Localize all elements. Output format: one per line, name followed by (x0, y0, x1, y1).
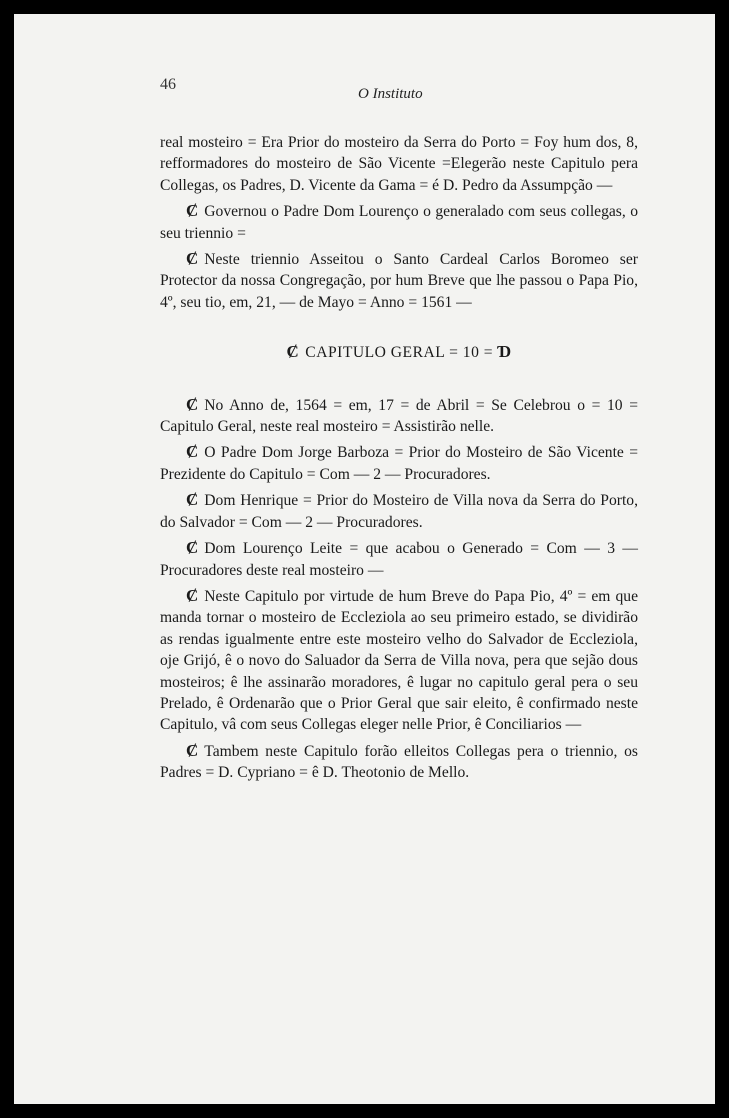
pilcrow-icon: Ȼ (186, 394, 199, 414)
paragraph-4: Ȼ No Anno de, 1564 = em, 17 = de Abril = Se Celebrou o = 10 = Capitulo Geral, neste real mosteiro = Assistirão nelle. (160, 394, 638, 436)
paragraph-9: Ȼ Tambem neste Capitulo forão elleitos Collegas pera o triennio, os Padres = D. Cypriano = ê D. Theotonio de Mello. (160, 740, 638, 782)
body-text (160, 132, 638, 784)
running-title: O Instituto (358, 86, 423, 102)
paragraph-1: real mosteiro = Era Prior do mosteiro da Serra do Porto = Foy hum dos, 8, refformadores do mosteiro de São Vicente =Elegerão neste Capitulo pera Collegas, os Padres, D. Vicente da Gama = é D. Pedro da Assumpção — (160, 134, 638, 194)
pilcrow-icon: Ȼ (186, 442, 199, 462)
pilcrow-icon: Ȼ (186, 201, 199, 221)
paragraph-8: Ȼ Neste Capitulo por virtude de hum Breve do Papa Pio, 4º = em que manda tornar o mosteiro de Eccleziola ao seu primeiro estado, se dividirão as rendas igualmente entre este mosteiro velho do Salvador de Eccleziola, oje Grijó, ê o novo do Saluador da Serra de Villa nova, pera que sejão dous mosteiros; ê lhe assinarão moradores, ê lugar no capitulo geral pera o seu Prelado, ê Ordenarão que o Prior Geral que sair eleito, ê confirmado neste Capitulo, vâ com seus Collegas eleger nelle Prior, ê Conciliarios — (160, 585, 638, 734)
pilcrow-icon: Ȼ (186, 538, 199, 558)
paragraph-2: Ȼ Governou o Padre Dom Lourenço o generalado com seus collegas, o seu triennio = (160, 201, 638, 242)
paragraph-5: Ȼ O Padre Dom Jorge Barboza = Prior do Mosteiro de São Vicente = Prezidente do Capitulo = Com — 2 — Procuradores. (160, 442, 638, 483)
pilcrow-icon: Ȼ (186, 249, 199, 269)
paragraph-7: Ȼ Dom Lourenço Leite = que acabou o Generado = Com — 3 — Procuradores deste real mosteiro — (160, 538, 638, 579)
pilcrow-icon: Ȼ (186, 740, 199, 760)
chapter-heading (160, 341, 638, 363)
pilcrow-icon: Ȼ (186, 585, 199, 605)
page-number: 46 (160, 76, 176, 93)
paragraph-3: Ȼ Neste triennio Asseitou o Santo Cardeal Carlos Boromeo ser Protector da nossa Congregação, por hum Breve que lhe passou o Papa Pio, 4º, seu tio, em, 21, — de Mayo = Anno = 1561 — (160, 249, 638, 311)
paragraph-6: Ȼ Dom Henrique = Prior do Mosteiro de Villa nova da Serra do Porto, do Salvador = Com — 2 — Procuradores. (160, 490, 638, 531)
end-mark-icon: Ɗ (497, 342, 512, 362)
page-header (14, 76, 715, 106)
chapter-heading-text: CAPITULO GERAL = 10 = (305, 344, 494, 362)
book-page (14, 14, 715, 1104)
pilcrow-icon: Ȼ (186, 490, 199, 510)
pilcrow-icon: Ȼ (286, 342, 300, 362)
